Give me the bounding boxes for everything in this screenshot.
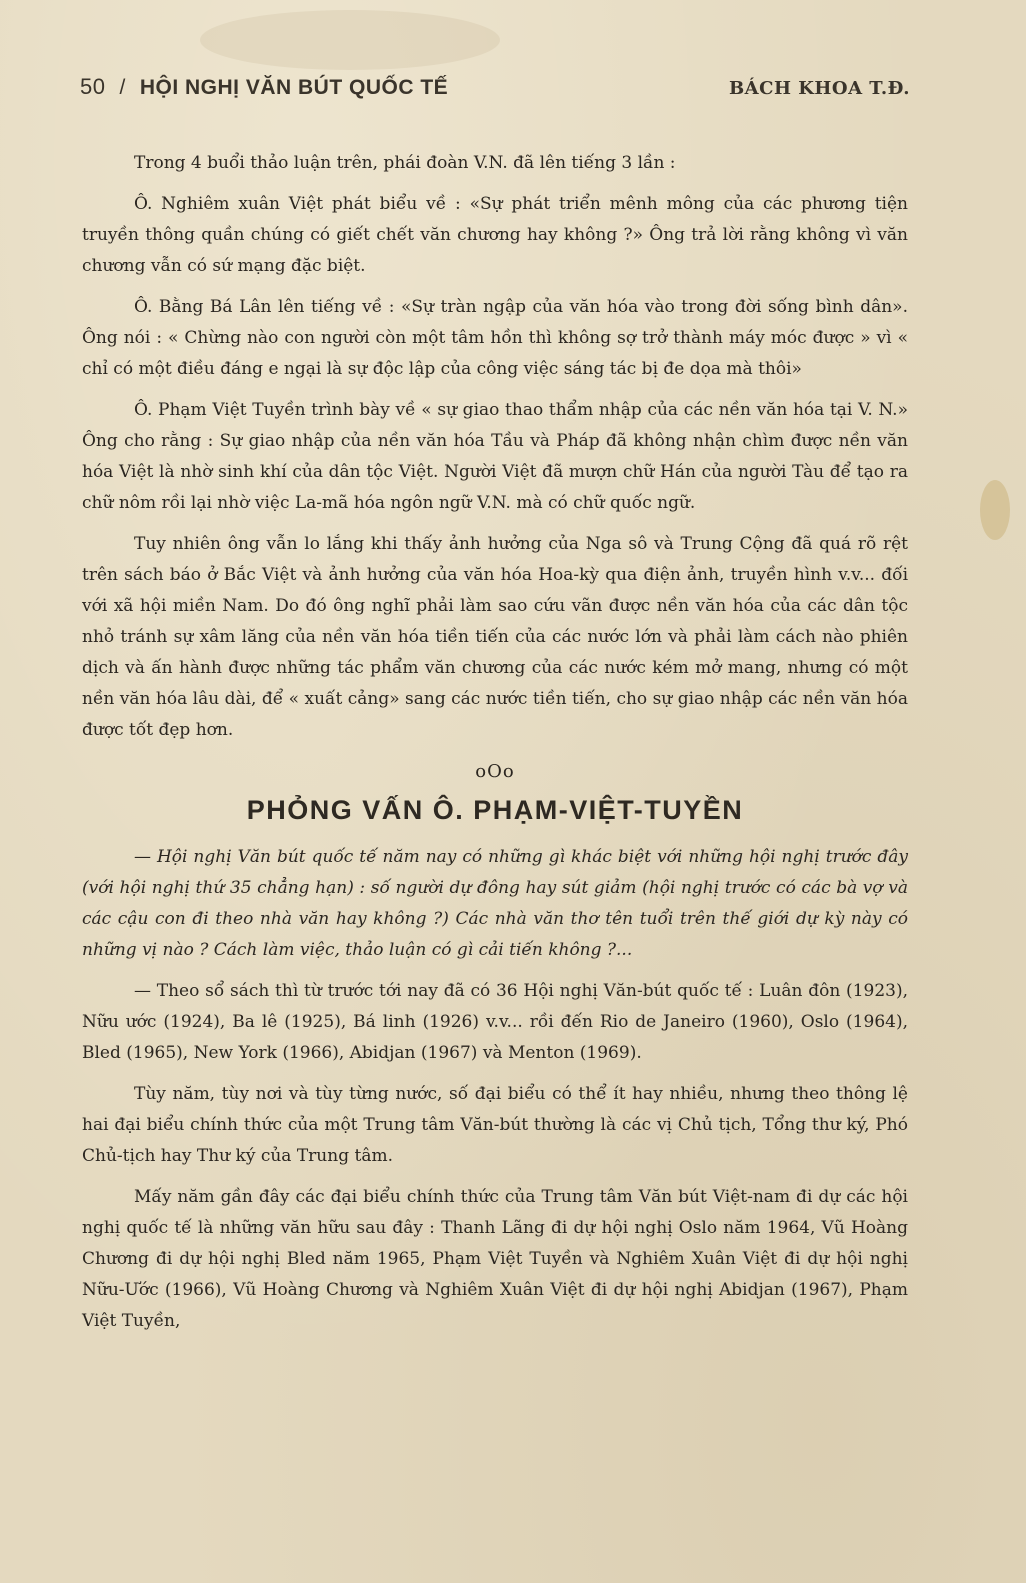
paper-stain [200, 10, 500, 70]
paragraph: Ô. Bằng Bá Lân lên tiếng về : «Sự tràn ngập của văn hóa vào trong đời sống bình dân». Ông nói : « Chừng nào con người còn một tâm hồn thì không sợ trở thành máy móc được » vì « chỉ có một điều đáng e ngại là sự độc lập của công việc sáng tác bị đe dọa mà thôi» [82, 297, 908, 379]
answer-paragraph: Tùy năm, tùy nơi và tùy từng nước, số đại biểu có thể ít hay nhiều, nhưng theo thông lệ hai đại biểu chính thức của một Trung tâm Văn-bút thường là các vị Chủ tịch, Tổng thư ký, Phó Chủ-tịch hay Thư ký của Trung tâm. [82, 1084, 908, 1166]
paragraph: Tuy nhiên ông vẫn lo lắng khi thấy ảnh hưởng của Nga sô và Trung Cộng đã quá rõ rệt trên sách báo ở Bắc Việt và ảnh hưởng của văn hóa Hoa-kỳ qua điện ảnh, truyền hình v.v... đối với xã hội miền Nam. Do đó ông nghĩ phải làm sao cứu vãn được nền văn hóa của các dân tộc nhỏ tránh sự xâm lăng của nền văn hóa tiền tiến của các nước lớn và phải làm cách nào phiên dịch và ấn hành được những tác phẩm văn chương của các nước kém mở mang, nhưng có một nền văn hóa lâu dài, để « xuất cảng» sang các nước tiền tiến, cho sự giao nhập các nền văn hóa được tốt đẹp hơn. [82, 534, 908, 740]
paragraph: Ô. Nghiêm xuân Việt phát biểu về : «Sự phát triển mênh mông của các phương tiện truyền thông quần chúng có giết chết văn chương hay không ?» Ông trả lời rằng không vì văn chương vẫn có sứ mạng đặc biệt. [82, 194, 908, 276]
journal-name: BÁCH KHOA T.Đ. [728, 78, 910, 99]
interview-title: PHỎNG VẤN Ô. PHẠM-VIỆT-TUYỀN [246, 795, 744, 825]
answer-paragraph: — Theo sổ sách thì từ trước tới nay đã có 36 Hội nghị Văn-bút quốc tế : Luân đôn (1923), Nữu ước (1924), Ba lê (1925), Bá linh (1926) v.v... rồi đến Rio de Janeiro (1960), Oslo (1964), Bled (1965), New York (1966), Abidjan (1967) và Menton (1969). [82, 981, 908, 1063]
answer-paragraph: Mấy năm gần đây các đại biểu chính thức của Trung tâm Văn bút Việt-nam đi dự các hội nghị quốc tế là những văn hữu sau đây : Thanh Lãng đi dự hội nghị Oslo năm 1964, Vũ Hoàng Chương đi dự hội nghị Bled năm 1965, Phạm Việt Tuyền và Nghiêm Xuân Việt đi dự hội nghị Nữu-Ước (1966), Vũ Hoàng Chương và Nghiêm Xuân Việt đi dự hội nghị Abidjan (1967), Phạm Việt Tuyền, [82, 1187, 908, 1331]
header-left [80, 74, 448, 100]
interview-question: — Hội nghị Văn bút quốc tế năm nay có những gì khác biệt với những hội nghị trước đây (với hội nghị thứ 35 chẳng hạn) : số người dự đông hay sút giảm (hội nghị trước có các bà vợ và các cậu con đi theo nhà văn hay không ?) Các nhà văn thơ tên tuổi trên thế giới dự kỳ này có những vị nào ? Cách làm việc, thảo luận có gì cải tiến không ?... [82, 847, 908, 960]
running-header [80, 74, 910, 108]
article-body [82, 148, 908, 1347]
paragraph: Trong 4 buổi thảo luận trên, phái đoàn V.N. đã lên tiếng 3 lần : [134, 153, 676, 173]
header-separator: / [119, 76, 126, 99]
section-separator: oOo [475, 761, 515, 782]
page-number: 50 [80, 74, 106, 99]
header-title: HỘI NGHỊ VĂN BÚT QUỐC TẾ [139, 76, 449, 99]
paper-stain [980, 480, 1010, 540]
paragraph: Ô. Phạm Việt Tuyền trình bày về « sự giao thao thẩm nhập của các nền văn hóa tại V. N.» Ông cho rằng : Sự giao nhập của nền văn hóa Tầu và Pháp đã không nhận chìm được nền văn hóa Việt là nhờ sinh khí của dân tộc Việt. Người Việt đã mượn chữ Hán của người Tàu để tạo ra chữ nôm rồi lại nhờ việc La-mã hóa ngôn ngữ V.N. mà có chữ quốc ngữ. [82, 400, 908, 513]
